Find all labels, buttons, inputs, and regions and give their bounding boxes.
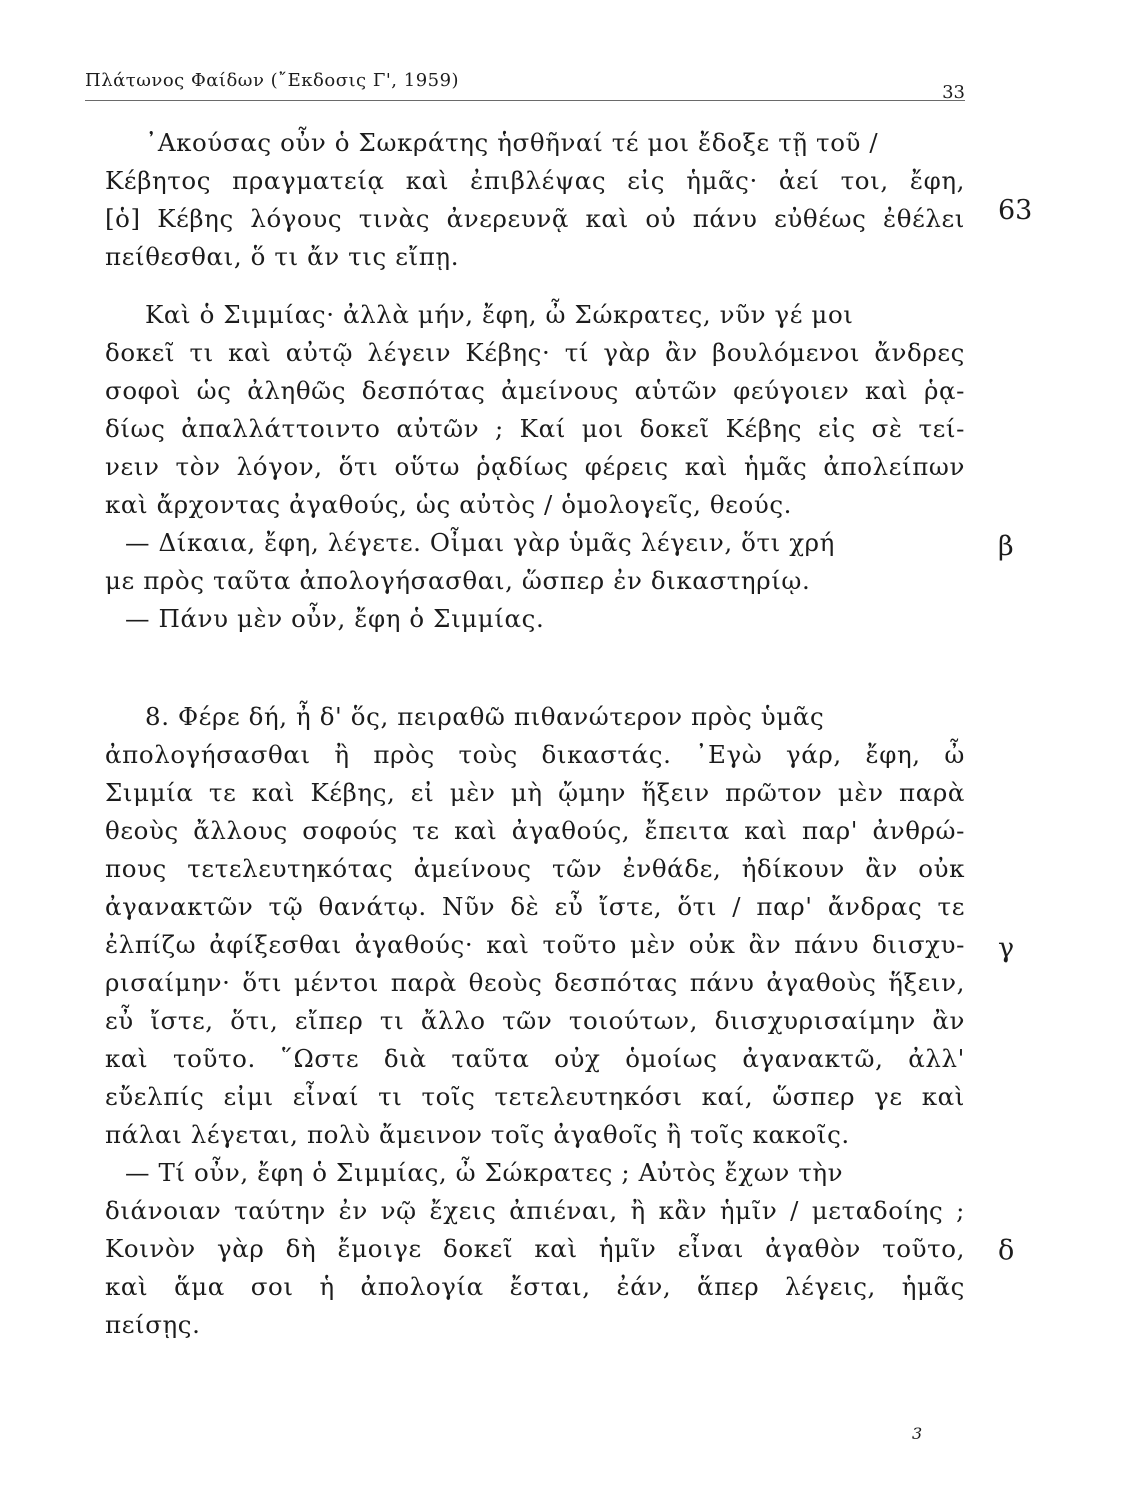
text-line: πείθεσθαι, ὅ τι ἄν τις εἴπῃ. [105, 242, 460, 271]
text-line: εὖ ἴστε, ὅτι, εἴπερ τι ἄλλο τῶν τοιούτων, διισχυρισαίμην ἂν [105, 1006, 965, 1035]
text-line: πείσῃς. [105, 1310, 201, 1339]
stephanus-marker: γ [998, 933, 1015, 964]
text-line: δοκεῖ τι καὶ αὐτῷ λέγειν Κέβης· τί γὰρ ἂν βουλόμενοι ἄνδρες [105, 338, 965, 367]
stephanus-marker: δ [998, 1235, 1015, 1266]
text-line: σοφοὶ ὡς ἀληθῶς δεσπότας ἀμείνους αὑτῶν φεύγοιεν καὶ ῥᾳ- [105, 376, 965, 405]
text-line: — Πάνυ μὲν οὖν, ἔφη ὁ Σιμμίας. [125, 604, 545, 633]
running-header [85, 70, 965, 101]
stephanus-marker: 63 [998, 195, 1033, 226]
text-line: ρισαίμην· ὅτι μέντοι παρὰ θεοὺς δεσπότας πάνυ ἀγαθοὺς ἥξειν, [105, 968, 965, 997]
stephanus-marker: β [998, 531, 1014, 562]
signature-mark: 3 [912, 1424, 923, 1443]
text-line: Κέβητος πραγματείᾳ καὶ ἐπιβλέψας εἰς ἡμᾶς· ἀεί τοι, ἔφη, [105, 166, 965, 195]
text-line: καὶ τοῦτο. ῞Ωστε διὰ ταῦτα οὐχ ὁμοίως ἀγανακτῶ, ἀλλ' [105, 1044, 965, 1073]
text-line: καὶ ἅμα σοι ἡ ἀπολογία ἔσται, ἐάν, ἅπερ λέγεις, ἡμᾶς [105, 1272, 965, 1301]
text-line: ἀγανακτῶν τῷ θανάτῳ. Νῦν δὲ εὖ ἴστε, ὅτι / παρ' ἄνδρας τε [105, 892, 965, 921]
text-line: πους τετελευτηκότας ἀμείνους τῶν ἐνθάδε, ἠδίκουν ἂν οὐκ [105, 854, 965, 883]
text-line: νειν τὸν λόγον, ὅτι οὕτω ῥᾳδίως φέρεις καὶ ἡμᾶς ἀπολείπων [105, 452, 965, 481]
text-line: διάνοιαν ταύτην ἐν νῷ ἔχεις ἀπιέναι, ἢ κἂν ἡμῖν / μεταδοίης ; [105, 1196, 965, 1225]
text-line: ἐλπίζω ἀφίξεσθαι ἀγαθούς· καὶ τοῦτο μὲν οὐκ ἂν πάνυ διισχυ- [105, 930, 965, 959]
running-title: Πλάτωνος Φαίδων (῎Εκδοσις Γ', 1959) [85, 70, 460, 91]
text-line: — Δίκαια, ἔφη, λέγετε. Οἶμαι γὰρ ὑμᾶς λέγειν, ὅτι χρή [125, 528, 835, 557]
text-line: — Τί οὖν, ἔφη ὁ Σιμμίας, ὦ Σώκρατες ; Αὐτὸς ἔχων τὴν [125, 1158, 844, 1187]
text-line: Καὶ ὁ Σιμμίας· ἀλλὰ μήν, ἔφη, ὦ Σώκρατες, νῦν γέ μοι [145, 300, 854, 329]
text-line: 8. Φέρε δή, ἦ δ' ὅς, πειραθῶ πιθανώτερον πρὸς ὑμᾶς [145, 702, 825, 731]
text-line: θεοὺς ἄλλους σοφούς τε καὶ ἀγαθούς, ἔπειτα καὶ παρ' ἀνθρώ- [105, 816, 965, 845]
page-number: 33 [942, 82, 965, 103]
text-line: δίως ἀπαλλάττοιντο αὐτῶν ; Καί μοι δοκεῖ Κέβης εἰς σὲ τεί- [105, 414, 965, 443]
text-line: πάλαι λέγεται, πολὺ ἄμεινον τοῖς ἀγαθοῖς ἢ τοῖς κακοῖς. [105, 1120, 850, 1149]
text-line: ᾿Ακούσας οὖν ὁ Σωκράτης ἡσθῆναί τέ μοι ἔδοξε τῇ τοῦ / [145, 128, 879, 157]
text-line: ἀπολογήσασθαι ἢ πρὸς τοὺς δικαστάς. ᾿Εγὼ γάρ, ἔφη, ὦ [105, 740, 965, 769]
text-line: [ὁ] Κέβης λόγους τινὰς ἀνερευνᾷ καὶ οὐ πάνυ εὐθέως ἐθέλει [105, 204, 965, 233]
text-line: με πρὸς ταῦτα ἀπολογήσασθαι, ὥσπερ ἐν δικαστηρίῳ. [105, 566, 811, 595]
text-line: εὔελπίς εἰμι εἶναί τι τοῖς τετελευτηκόσι καί, ὥσπερ γε καὶ [105, 1082, 965, 1111]
text-line: καὶ ἄρχοντας ἀγαθούς, ὡς αὐτὸς / ὁμολογεῖς, θεούς. [105, 490, 793, 519]
text-line: Σιμμία τε καὶ Κέβης, εἰ μὲν μὴ ᾤμην ἥξειν πρῶτον μὲν παρὰ [105, 778, 965, 807]
text-line: Κοινὸν γὰρ δὴ ἔμοιγε δοκεῖ καὶ ἡμῖν εἶναι ἀγαθὸν τοῦτο, [105, 1234, 965, 1263]
